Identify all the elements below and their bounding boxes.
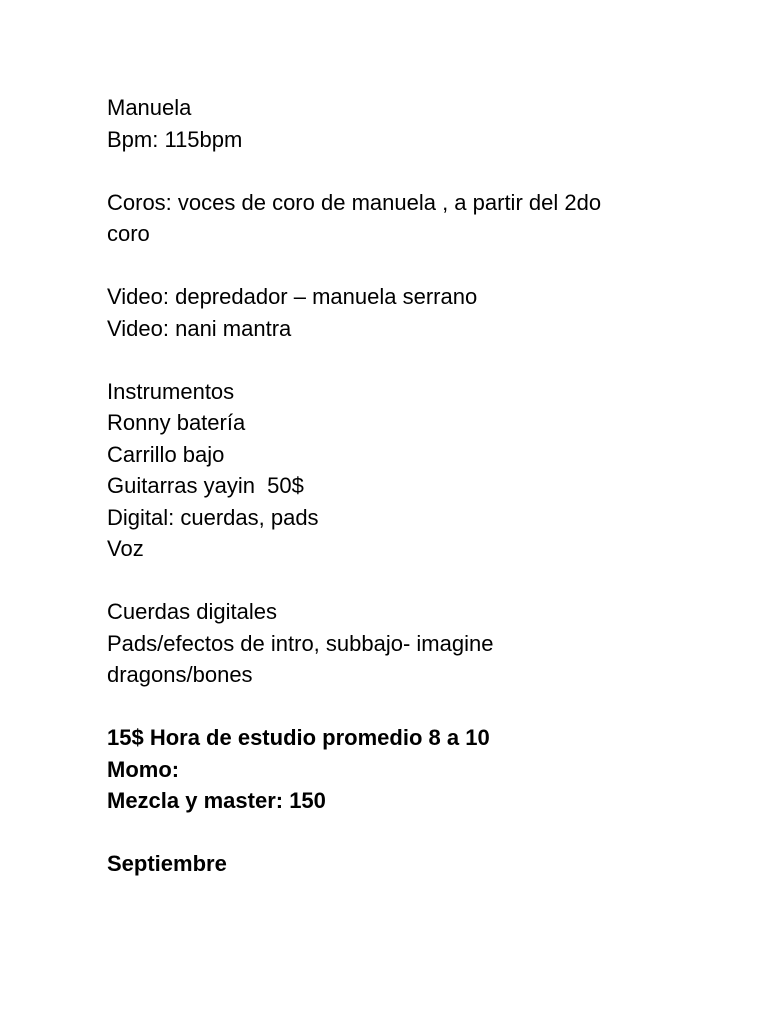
momo-line: Momo: (107, 756, 180, 782)
coros-line-1: Coros: voces de coro de manuela , a partir del 2do (107, 189, 602, 215)
instrument-item: Guitarras yayin 50$ (107, 473, 304, 498)
song-title: Manuela (107, 95, 192, 120)
bpm-line: Bpm: 115bpm (107, 126, 243, 152)
instrumentos-heading: Instrumentos (107, 378, 235, 404)
cuerdas-line-3: dragons/bones (107, 662, 253, 687)
document-page (107, 92, 707, 880)
instrument-item: Digital: cuerdas, pads (107, 504, 319, 530)
blank-line (107, 155, 707, 187)
blank-line (107, 817, 707, 849)
blank-line (107, 691, 707, 723)
instrument-item: Ronny batería (107, 410, 246, 435)
blank-line (107, 344, 707, 376)
instrument-item: Voz (107, 536, 144, 561)
coros-line-2: coro (107, 221, 150, 246)
video-line-1: Video: depredador – manuela serrano (107, 284, 478, 309)
month-line: Septiembre (107, 851, 227, 876)
cuerdas-line-2: Pads/efectos de intro, subbajo- imagine (107, 630, 494, 656)
blank-line (107, 250, 707, 282)
video-line-2: Video: nani mantra (107, 315, 292, 341)
instrument-item: Carrillo bajo (107, 441, 225, 467)
estudio-cost-line: 15$ Hora de estudio promedio 8 a 10 (107, 725, 490, 750)
mezcla-line: Mezcla y master: 150 (107, 788, 326, 813)
cuerdas-line-1: Cuerdas digitales (107, 599, 277, 624)
blank-line (107, 565, 707, 597)
